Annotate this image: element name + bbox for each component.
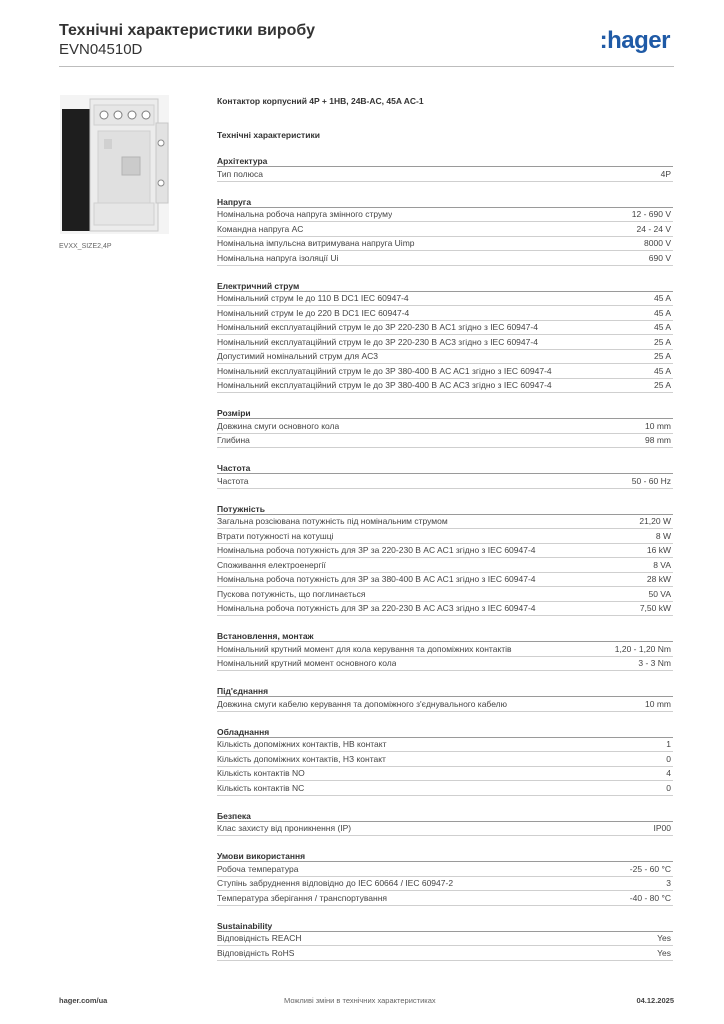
spec-value: Yes (657, 933, 671, 944)
spec-value: 21,20 W (639, 516, 671, 527)
spec-row (217, 474, 673, 489)
spec-value: 28 kW (646, 574, 671, 585)
spec-value: 45 A (653, 293, 671, 304)
spec-value: Yes (657, 947, 671, 958)
spec-group (217, 810, 673, 837)
spec-label: Пускова потужність, що поглинається (217, 588, 366, 599)
spec-label: Номінальний експлуатаційний струм Ie до 3P 380-400 В AC AC1 згідно з IEC 60947-4 (217, 365, 552, 376)
spec-value: 10 mm (645, 420, 671, 431)
spec-row (217, 237, 673, 252)
spec-group-title: Безпека (217, 810, 673, 822)
spec-group (217, 196, 673, 266)
spec-label: Кількість допоміжних контактів, НВ контакт (217, 739, 387, 750)
hager-logo: :hager (599, 27, 670, 54)
spec-row (217, 419, 673, 434)
spec-row (217, 738, 673, 753)
spec-value: 25 A (653, 380, 671, 391)
spec-row (217, 515, 673, 530)
spec-row (217, 434, 673, 449)
spec-row (217, 642, 673, 657)
spec-group (217, 920, 673, 961)
spec-label: Частота (217, 475, 249, 486)
spec-row (217, 292, 673, 307)
spec-value: 50 VA (648, 588, 671, 599)
spec-group-title: Sustainability (217, 920, 673, 932)
spec-label: Номінальна напруга ізоляції Ui (217, 252, 339, 263)
spec-row (217, 529, 673, 544)
spec-row (217, 781, 673, 796)
spec-group (217, 630, 673, 671)
spec-group-title: Під'єднання (217, 685, 673, 697)
spec-value: 7,50 kW (639, 603, 671, 614)
spec-label: Номінальний крутний момент основного кола (217, 658, 397, 669)
spec-value: 3 (666, 878, 671, 889)
footer-website-link[interactable]: hager.com/ua (59, 996, 108, 1005)
spec-group-title: Електричний струм (217, 280, 673, 292)
image-caption: EVXX_SIZE2,4P (59, 243, 112, 250)
spec-label: Номінальний струм Ie до 220 В DC1 IEC 60947-4 (217, 307, 410, 318)
spec-row (217, 946, 673, 961)
spec-label: Кількість контактів NO (217, 768, 305, 779)
spec-value: 16 kW (646, 545, 671, 556)
spec-label: Номінальна робоча потужність для 3P за 220-230 В AC AC1 згідно з IEC 60947-4 (217, 545, 536, 556)
spec-label: Номінальна робоча потужність для 3P за 220-230 В AC AC3 згідно з IEC 60947-4 (217, 603, 536, 614)
header-divider (59, 66, 674, 67)
spec-value: 12 - 690 V (631, 209, 671, 220)
spec-value: IP00 (653, 823, 671, 834)
spec-label: Температура зберігання / транспортування (217, 892, 388, 903)
spec-value: -40 - 80 °C (629, 892, 671, 903)
spec-row (217, 321, 673, 336)
spec-label: Глибина (217, 435, 250, 446)
spec-value: 0 (666, 753, 671, 764)
spec-group-title: Частота (217, 462, 673, 474)
spec-row (217, 335, 673, 350)
spec-label: Клас захисту від проникнення (IP) (217, 823, 352, 834)
spec-row (217, 752, 673, 767)
spec-row (217, 306, 673, 321)
spec-label: Номінальна робоча напруга змінного струму (217, 209, 393, 220)
spec-value: 1 (666, 739, 671, 750)
spec-label: Робоча температура (217, 863, 299, 874)
spec-group (217, 685, 673, 712)
spec-label: Споживання електроенергії (217, 559, 326, 570)
product-image (60, 95, 169, 234)
spec-group-title: Обладнання (217, 726, 673, 738)
spec-content (217, 95, 673, 961)
spec-group (217, 155, 673, 182)
spec-value: 25 A (653, 351, 671, 362)
spec-row (217, 364, 673, 379)
spec-value: 98 mm (645, 435, 671, 446)
spec-row (217, 573, 673, 588)
spec-label: Номінальний експлуатаційний струм Ie до 3P 220-230 В AC1 згідно з IEC 60947-4 (217, 322, 538, 333)
spec-label: Номінальний крутний момент для кола керування та допоміжних контактів (217, 643, 512, 654)
spec-label: Довжина смуги кабелю керування та допоміжного з'єднувального кабелю (217, 698, 507, 709)
spec-row (217, 208, 673, 223)
spec-value: 4P (660, 168, 671, 179)
spec-row (217, 587, 673, 602)
spec-value: 25 A (653, 336, 671, 347)
page-title: Технічні характеристики виробу (59, 22, 315, 39)
section-title: Технічні характеристики (217, 130, 320, 140)
spec-label: Довжина смуги основного кола (217, 420, 340, 431)
spec-label: Загальна розсіювана потужність під номінальним струмом (217, 516, 448, 527)
spec-group (217, 280, 673, 394)
spec-value: -25 - 60 °C (629, 863, 671, 874)
spec-row (217, 862, 673, 877)
spec-label: Номінальна імпульсна витримувана напруга Uimp (217, 238, 415, 249)
spec-row (217, 602, 673, 617)
spec-label: Відповідність REACH (217, 933, 302, 944)
spec-group (217, 850, 673, 906)
spec-row (217, 932, 673, 947)
spec-value: 50 - 60 Hz (631, 475, 671, 486)
spec-label: Номінальний струм Ie до 110 В DC1 IEC 60947-4 (217, 293, 409, 304)
spec-value: 690 V (648, 252, 671, 263)
spec-group-title: Встановлення, монтаж (217, 630, 673, 642)
spec-value: 10 mm (645, 698, 671, 709)
page-header (59, 22, 674, 59)
spec-row (217, 167, 673, 182)
spec-value: 8 W (655, 530, 671, 541)
spec-row (217, 877, 673, 892)
spec-group-title: Потужність (217, 503, 673, 515)
spec-value: 8 VA (653, 559, 671, 570)
spec-label: Втрати потужності на котушці (217, 530, 334, 541)
spec-value: 45 A (653, 307, 671, 318)
spec-row (217, 891, 673, 906)
spec-label: Номінальна робоча потужність для 3P за 380-400 В AC AC1 згідно з IEC 60947-4 (217, 574, 536, 585)
spec-label: Допустимий номінальний струм для AC3 (217, 351, 378, 362)
spec-group-title: Напруга (217, 196, 673, 208)
spec-row (217, 657, 673, 672)
spec-value: 3 - 3 Nm (638, 658, 671, 669)
spec-group (217, 503, 673, 617)
spec-row (217, 697, 673, 712)
spec-value: 1,20 - 1,20 Nm (614, 643, 671, 654)
spec-group (217, 407, 673, 448)
spec-group (217, 462, 673, 489)
spec-label: Ступінь забруднення відповідно до IEC 60664 / IEC 60947-2 (217, 878, 454, 889)
spec-group-title: Умови використання (217, 850, 673, 862)
product-code: EVN04510D (59, 41, 143, 58)
spec-group-title: Архітектура (217, 155, 673, 167)
spec-label: Кількість контактів NC (217, 782, 305, 793)
spec-label: Номінальний експлуатаційний струм Ie до 3P 380-400 В AC AC3 згідно з IEC 60947-4 (217, 380, 552, 391)
footer-note: Можливі зміни в технічних характеристиках (284, 996, 436, 1005)
spec-row (217, 822, 673, 837)
spec-label: Командна напруга AC (217, 223, 304, 234)
spec-value: 45 A (653, 322, 671, 333)
spec-row (217, 544, 673, 559)
spec-group (217, 726, 673, 796)
spec-row (217, 767, 673, 782)
spec-label: Відповідність RoHS (217, 947, 295, 958)
spec-value: 45 A (653, 365, 671, 376)
spec-row (217, 350, 673, 365)
spec-label: Тип полюса (217, 168, 263, 179)
spec-row (217, 251, 673, 266)
spec-value: 24 - 24 V (636, 223, 671, 234)
spec-label: Кількість допоміжних контактів, НЗ контакт (217, 753, 386, 764)
spec-label: Номінальний експлуатаційний струм Ie до 3P 220-230 В AC3 згідно з IEC 60947-4 (217, 336, 538, 347)
spec-value: 8000 V (644, 238, 671, 249)
spec-value: 0 (666, 782, 671, 793)
footer-date: 04.12.2025 (636, 996, 674, 1005)
spec-row (217, 379, 673, 394)
product-description: Контактор корпусний 4P + 1НВ, 24В-AC, 45A AC-1 (217, 96, 424, 106)
spec-groups (217, 155, 673, 961)
spec-group-title: Розміри (217, 407, 673, 419)
spec-row (217, 558, 673, 573)
spec-value: 4 (666, 768, 671, 779)
spec-row (217, 222, 673, 237)
